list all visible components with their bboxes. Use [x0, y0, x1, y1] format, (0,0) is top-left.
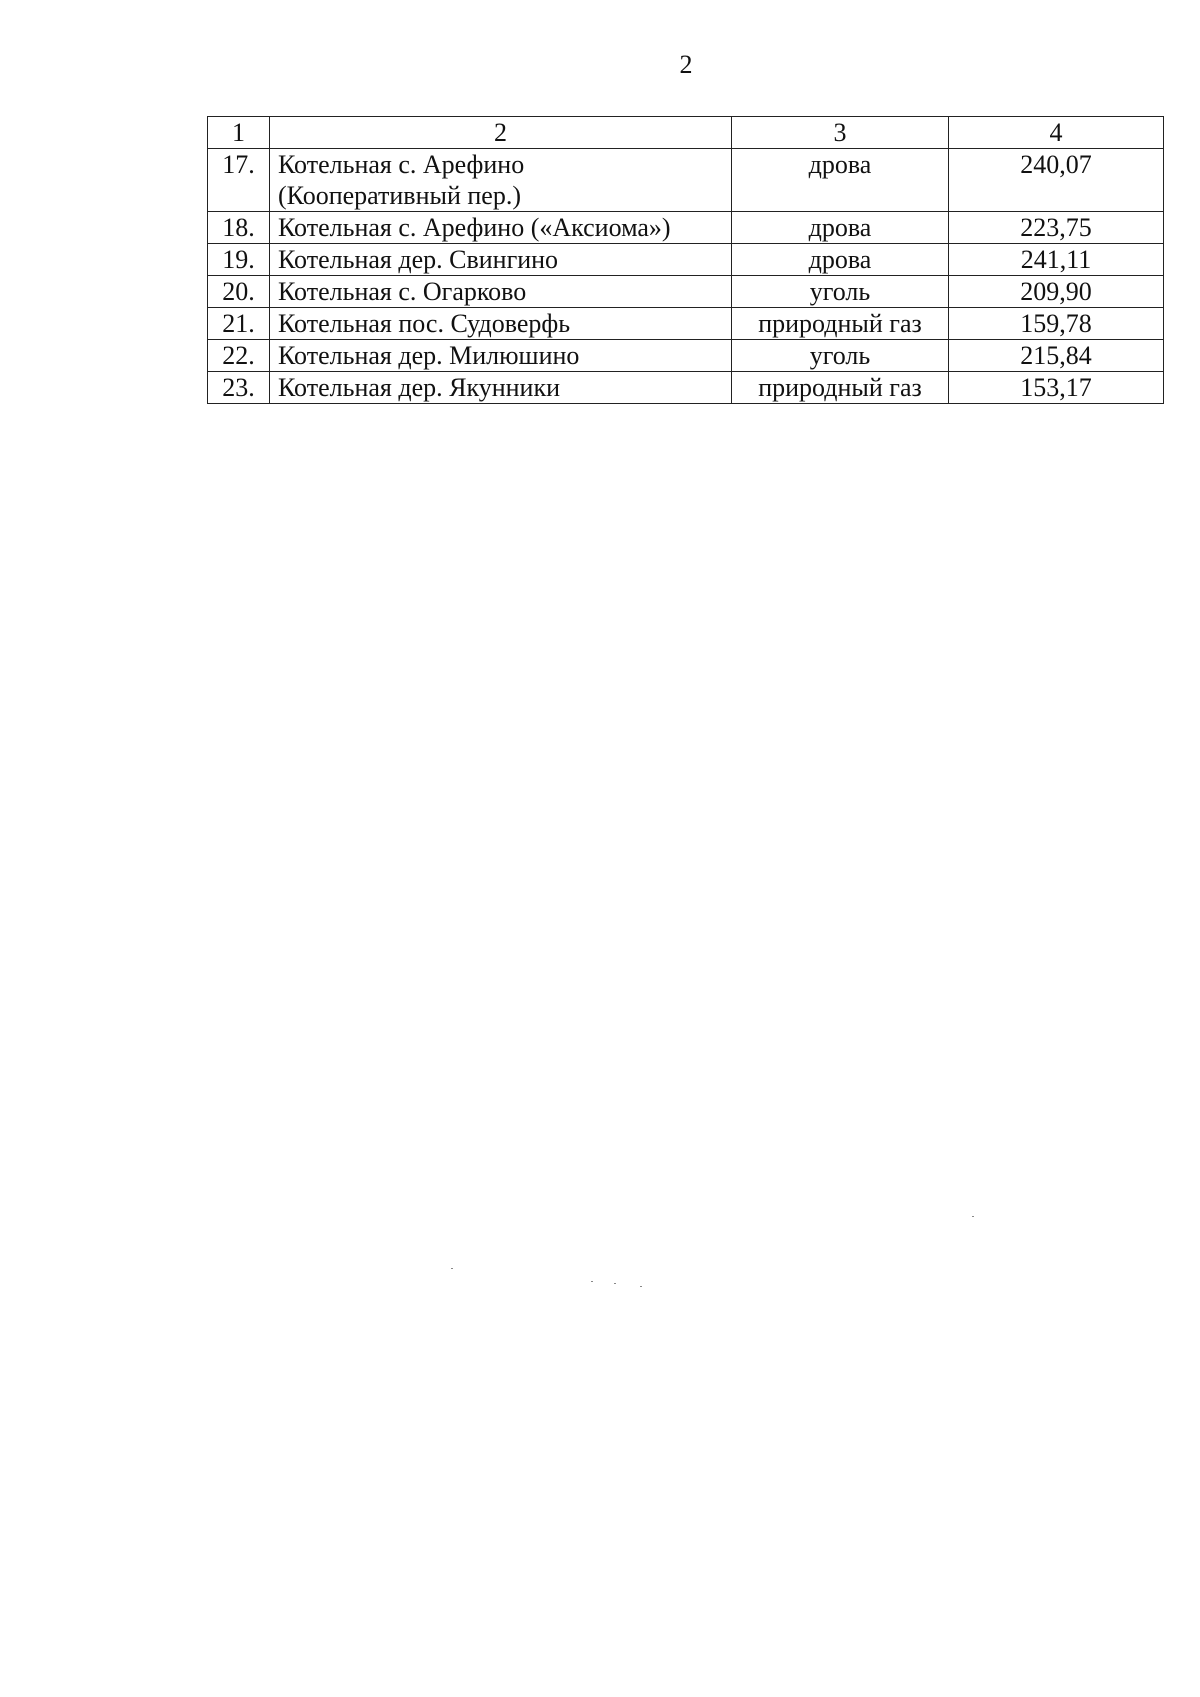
- table-row: [208, 276, 1164, 308]
- boiler-name: [270, 244, 732, 276]
- tariff-value: 240,07: [949, 149, 1164, 212]
- fuel-type: дрова: [732, 212, 949, 244]
- fuel-type: дрова: [732, 244, 949, 276]
- table-body: [208, 149, 1164, 404]
- tariff-value: 241,11: [949, 244, 1164, 276]
- page-number: 2: [679, 50, 693, 79]
- table-row: [208, 149, 1164, 212]
- boiler-name: [270, 212, 732, 244]
- scan-speck: [972, 1216, 974, 1217]
- tariff-value: 223,75: [949, 212, 1164, 244]
- boiler-name: [270, 308, 732, 340]
- table-row: [208, 244, 1164, 276]
- boiler-name: [270, 372, 732, 404]
- table-row: [208, 308, 1164, 340]
- boiler-name: [270, 276, 732, 308]
- row-number: 21.: [208, 308, 270, 340]
- boiler-name-line: Котельная с. Арефино: [278, 150, 525, 179]
- table-row: [208, 372, 1164, 404]
- boiler-table: [207, 116, 1164, 404]
- fuel-type: уголь: [732, 276, 949, 308]
- row-number: 18.: [208, 212, 270, 244]
- row-number: 20.: [208, 276, 270, 308]
- boiler-name-line: Котельная дер. Свингино: [278, 245, 559, 274]
- fuel-type: дрова: [732, 149, 949, 212]
- scan-speck: [591, 1281, 593, 1282]
- scan-speck: [640, 1286, 642, 1287]
- table-header: [208, 117, 1164, 149]
- row-number: 22.: [208, 340, 270, 372]
- table-row: [208, 212, 1164, 244]
- header-cell-2: 2: [270, 117, 732, 149]
- boiler-name-line: Котельная пос. Судоверфь: [278, 309, 571, 338]
- table-row: [208, 340, 1164, 372]
- scan-speck: [451, 1268, 453, 1269]
- header-cell-1: 1: [208, 117, 270, 149]
- fuel-type: уголь: [732, 340, 949, 372]
- tariff-value: 209,90: [949, 276, 1164, 308]
- boiler-name-line: (Кооперативный пер.): [278, 181, 521, 210]
- tariff-value: 215,84: [949, 340, 1164, 372]
- header-cell-3: 3: [732, 117, 949, 149]
- boiler-name: [270, 149, 732, 212]
- row-number: 19.: [208, 244, 270, 276]
- row-number: 17.: [208, 149, 270, 212]
- boiler-name: [270, 340, 732, 372]
- boiler-name-line: Котельная с. Огарково: [278, 277, 527, 306]
- fuel-type: природный газ: [732, 308, 949, 340]
- row-number: 23.: [208, 372, 270, 404]
- scan-speck: [614, 1283, 616, 1284]
- boiler-name-line: Котельная дер. Милюшино: [278, 341, 580, 370]
- header-row: [208, 117, 1164, 149]
- header-cell-4: 4: [949, 117, 1164, 149]
- boiler-name-line: Котельная с. Арефино («Аксиома»): [278, 213, 671, 242]
- tariff-value: 153,17: [949, 372, 1164, 404]
- boiler-name-line: Котельная дер. Якунники: [278, 373, 561, 402]
- fuel-type: природный газ: [732, 372, 949, 404]
- tariff-value: 159,78: [949, 308, 1164, 340]
